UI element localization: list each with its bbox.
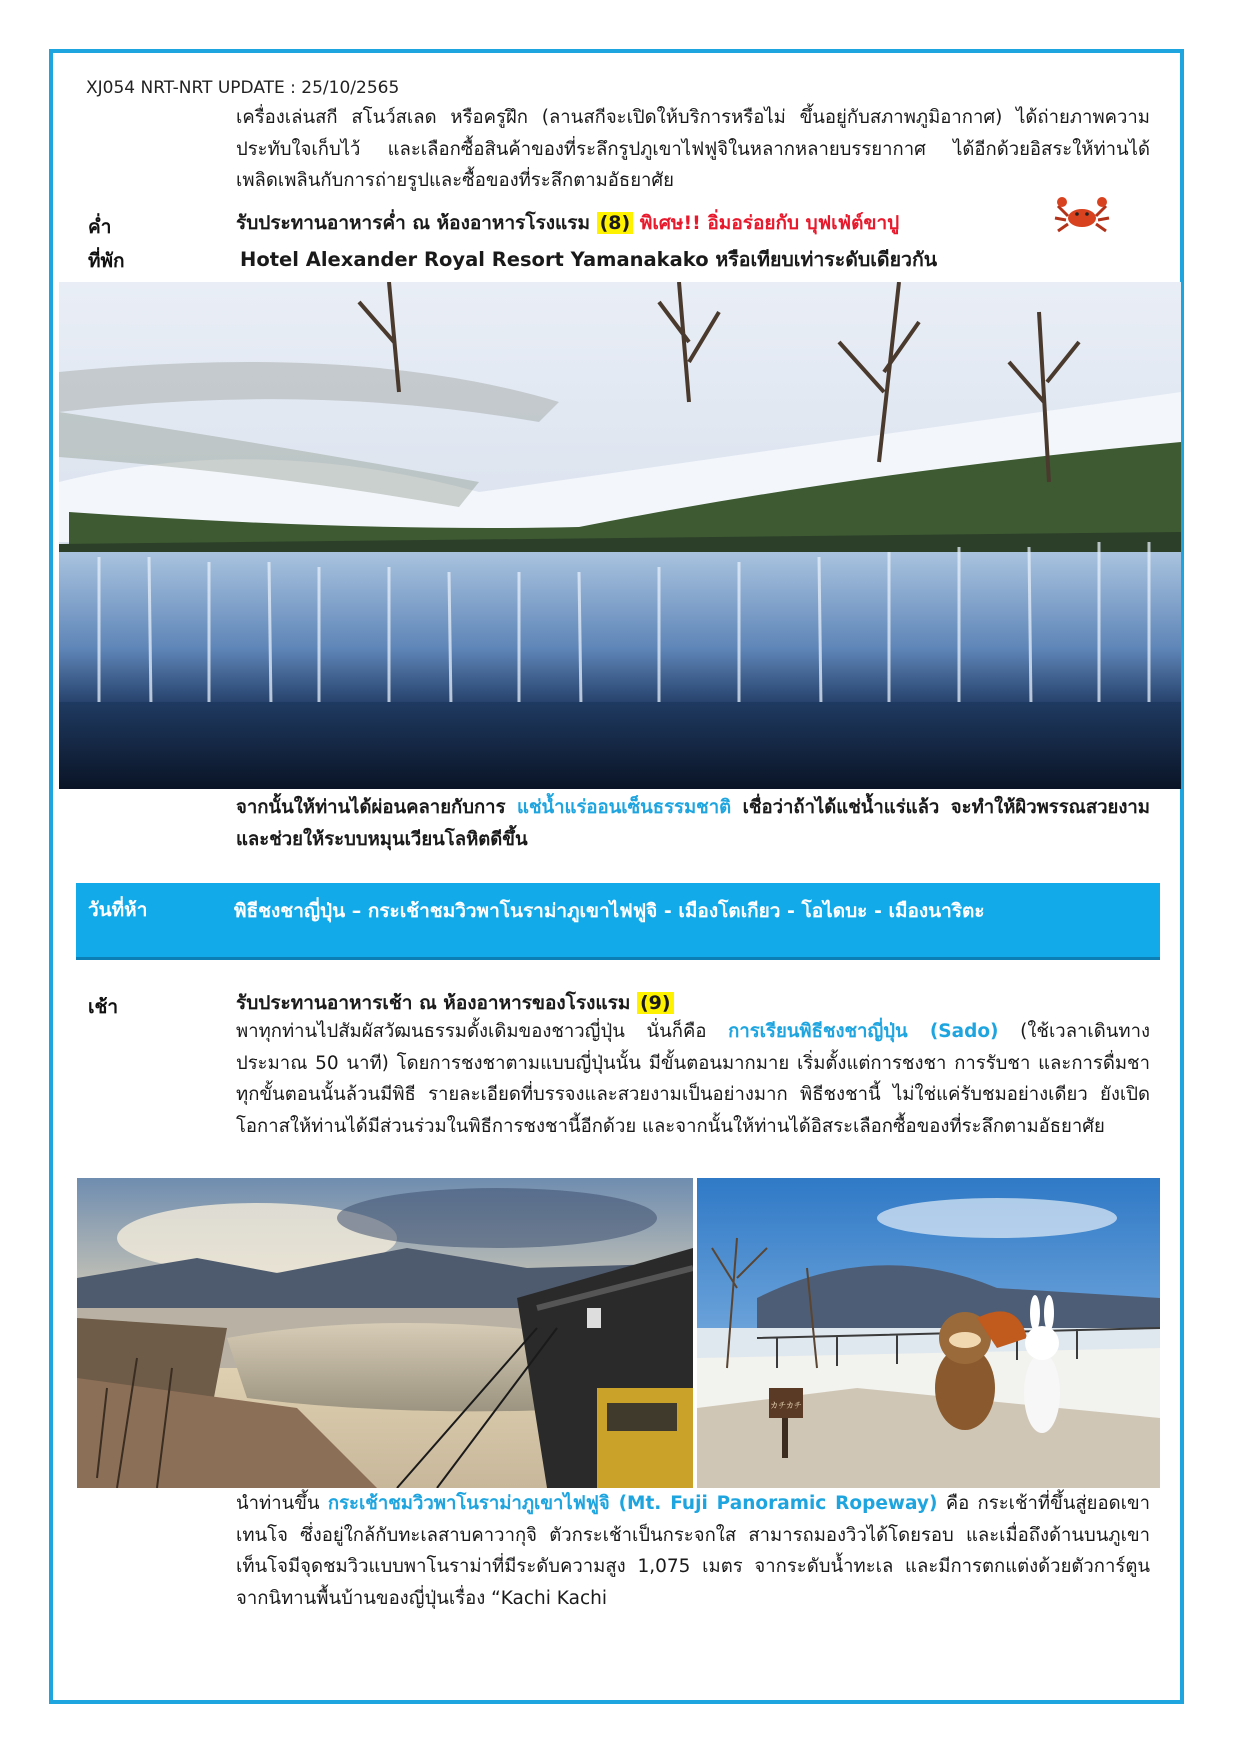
lake-ropeway-photo	[77, 1178, 693, 1488]
dinner-line	[236, 208, 899, 238]
waterfall-photo	[59, 282, 1181, 789]
kachi-kachi-photo	[697, 1178, 1160, 1488]
dinner-meal-number: (8)	[597, 212, 634, 234]
breakfast-label: เช้า	[88, 996, 119, 1018]
ropeway-paragraph	[236, 1488, 1150, 1614]
day-five-band	[76, 883, 1160, 960]
dinner-special: พิเศษ!! อิ่มอร่อยกับ บุฟเฟ่ต์ขาปู	[639, 212, 900, 234]
document-header: XJ054 NRT-NRT UPDATE : 25/10/2565	[86, 78, 400, 98]
crab-icon	[1052, 196, 1112, 236]
dinner-text: รับประทานอาหารค่ำ ณ ห้องอาหารโรงแรม	[236, 212, 590, 234]
onsen-prefix: จากนั้นให้ท่านได้ผ่อนคลายกับการ	[236, 797, 506, 818]
intro-paragraph: เครื่องเล่นสกี สโนว์สเลด หรือครูฝึก (ลานสกีจะเปิดให้บริการหรือไม่ ขึ้นอยู่กับสภาพภูมิอากาศ) ได้ถ่ายภาพความประทับใจเก็บไว้ และเลือกซื้อสินค้าของที่ระลึกรูปภูเขาไฟฟูจิในหลากหลายบรรยากาศ ได้อีกด้วยอิสระให้ท่านได้เพลิดเพลินกับการถ่ายรูปและซื้อของที่ระลึกตามอัธยาศัย	[236, 107, 1150, 191]
breakfast-text: รับประทานอาหารเช้า ณ ห้องอาหารของโรงแรม	[236, 992, 631, 1014]
ropeway-highlight: กระเช้าชมวิวพาโนราม่าภูเขาไฟฟูจิ (Mt. Fuji Panoramic Ropeway)	[327, 1493, 938, 1514]
tea-highlight: การเรียนพิธีชงชาญี่ปุ่น (Sado)	[728, 1021, 999, 1042]
tea-prefix: พาทุกท่านไปสัมผัสวัฒนธรรมดั้งเดิมของชาวญี่ปุ่น นั่นก็คือ	[236, 1021, 707, 1042]
tea-ceremony-paragraph	[236, 1016, 1150, 1142]
onsen-suffix: เชื่อว่าถ้าได้แช่น้ำแร่แล้ว จะทำให้ผิวพรรณสวยงามและช่วยให้ระบบหมุนเวียนโลหิตดีขึ้น	[236, 797, 1150, 850]
breakfast-meal-number: (9)	[637, 992, 674, 1014]
dinner-label: ค่ำ	[88, 216, 112, 238]
onsen-highlight: แช่น้ำแร่ออนเซ็นธรรมชาติ	[517, 797, 732, 818]
ropeway-suffix: คือ กระเช้าที่ขึ้นสู่ยอดเขาเทนโจ ซึ่งอยู่ใกล้กับทะเลสาบคาวากุจิ ตัวกระเช้าเป็นกระจกใส สามารถมองวิวได้โดยรอบ และเมื่อถึงด้านบนภูเขาเท็นโจมีจุดชมวิวแบบพาโนราม่าที่มีระดับความสูง 1,075 เมตร จากระดับน้ำทะเล และมีการตกแต่งด้วยตัวการ์ตูนจากนิทานพื้นบ้านของญี่ปุ่นเรื่อง “Kachi Kachi	[236, 1493, 1150, 1609]
hotel-name: Hotel Alexander Royal Resort Yamanakako หรือเทียบเท่าระดับเดียวกัน	[240, 248, 938, 271]
day-five-label: วันที่ห้า	[88, 899, 148, 921]
ropeway-prefix: นำท่านขึ้น	[236, 1493, 320, 1514]
hotel-label: ที่พัก	[88, 250, 125, 272]
sign-text: カチカチ	[770, 1401, 802, 1410]
breakfast-line	[236, 988, 674, 1018]
tea-suffix: (ใช้เวลาเดินทางประมาณ 50 นาที) โดยการชงชาตามแบบญี่ปุ่นนั้น มีขั้นตอนมากมาย เริ่มตั้งแต่การชงชา การรับชา และการดื่มชา ทุกขั้นตอนนั้นล้วนมีพิธี รายละเอียดที่บรรจงและสวยงามเป็นอย่างมาก พิธีชงชานี้ ไม่ใช่แค่รับชมอย่างเดียว ยังเปิดโอกาสให้ท่านได้มีส่วนร่วมในพิธีการชงชานี้อีกด้วย และจากนั้นให้ท่านได้อิสระเลือกซื้อของที่ระลึกตามอัธยาศัย	[236, 1021, 1151, 1137]
onsen-paragraph	[236, 792, 1150, 855]
day-five-title: พิธีชงชาญี่ปุ่น – กระเช้าชมวิวพาโนราม่าภูเขาไฟฟูจิ - เมืองโตเกียว - โอไดบะ - เมืองนาริตะ	[234, 900, 985, 922]
